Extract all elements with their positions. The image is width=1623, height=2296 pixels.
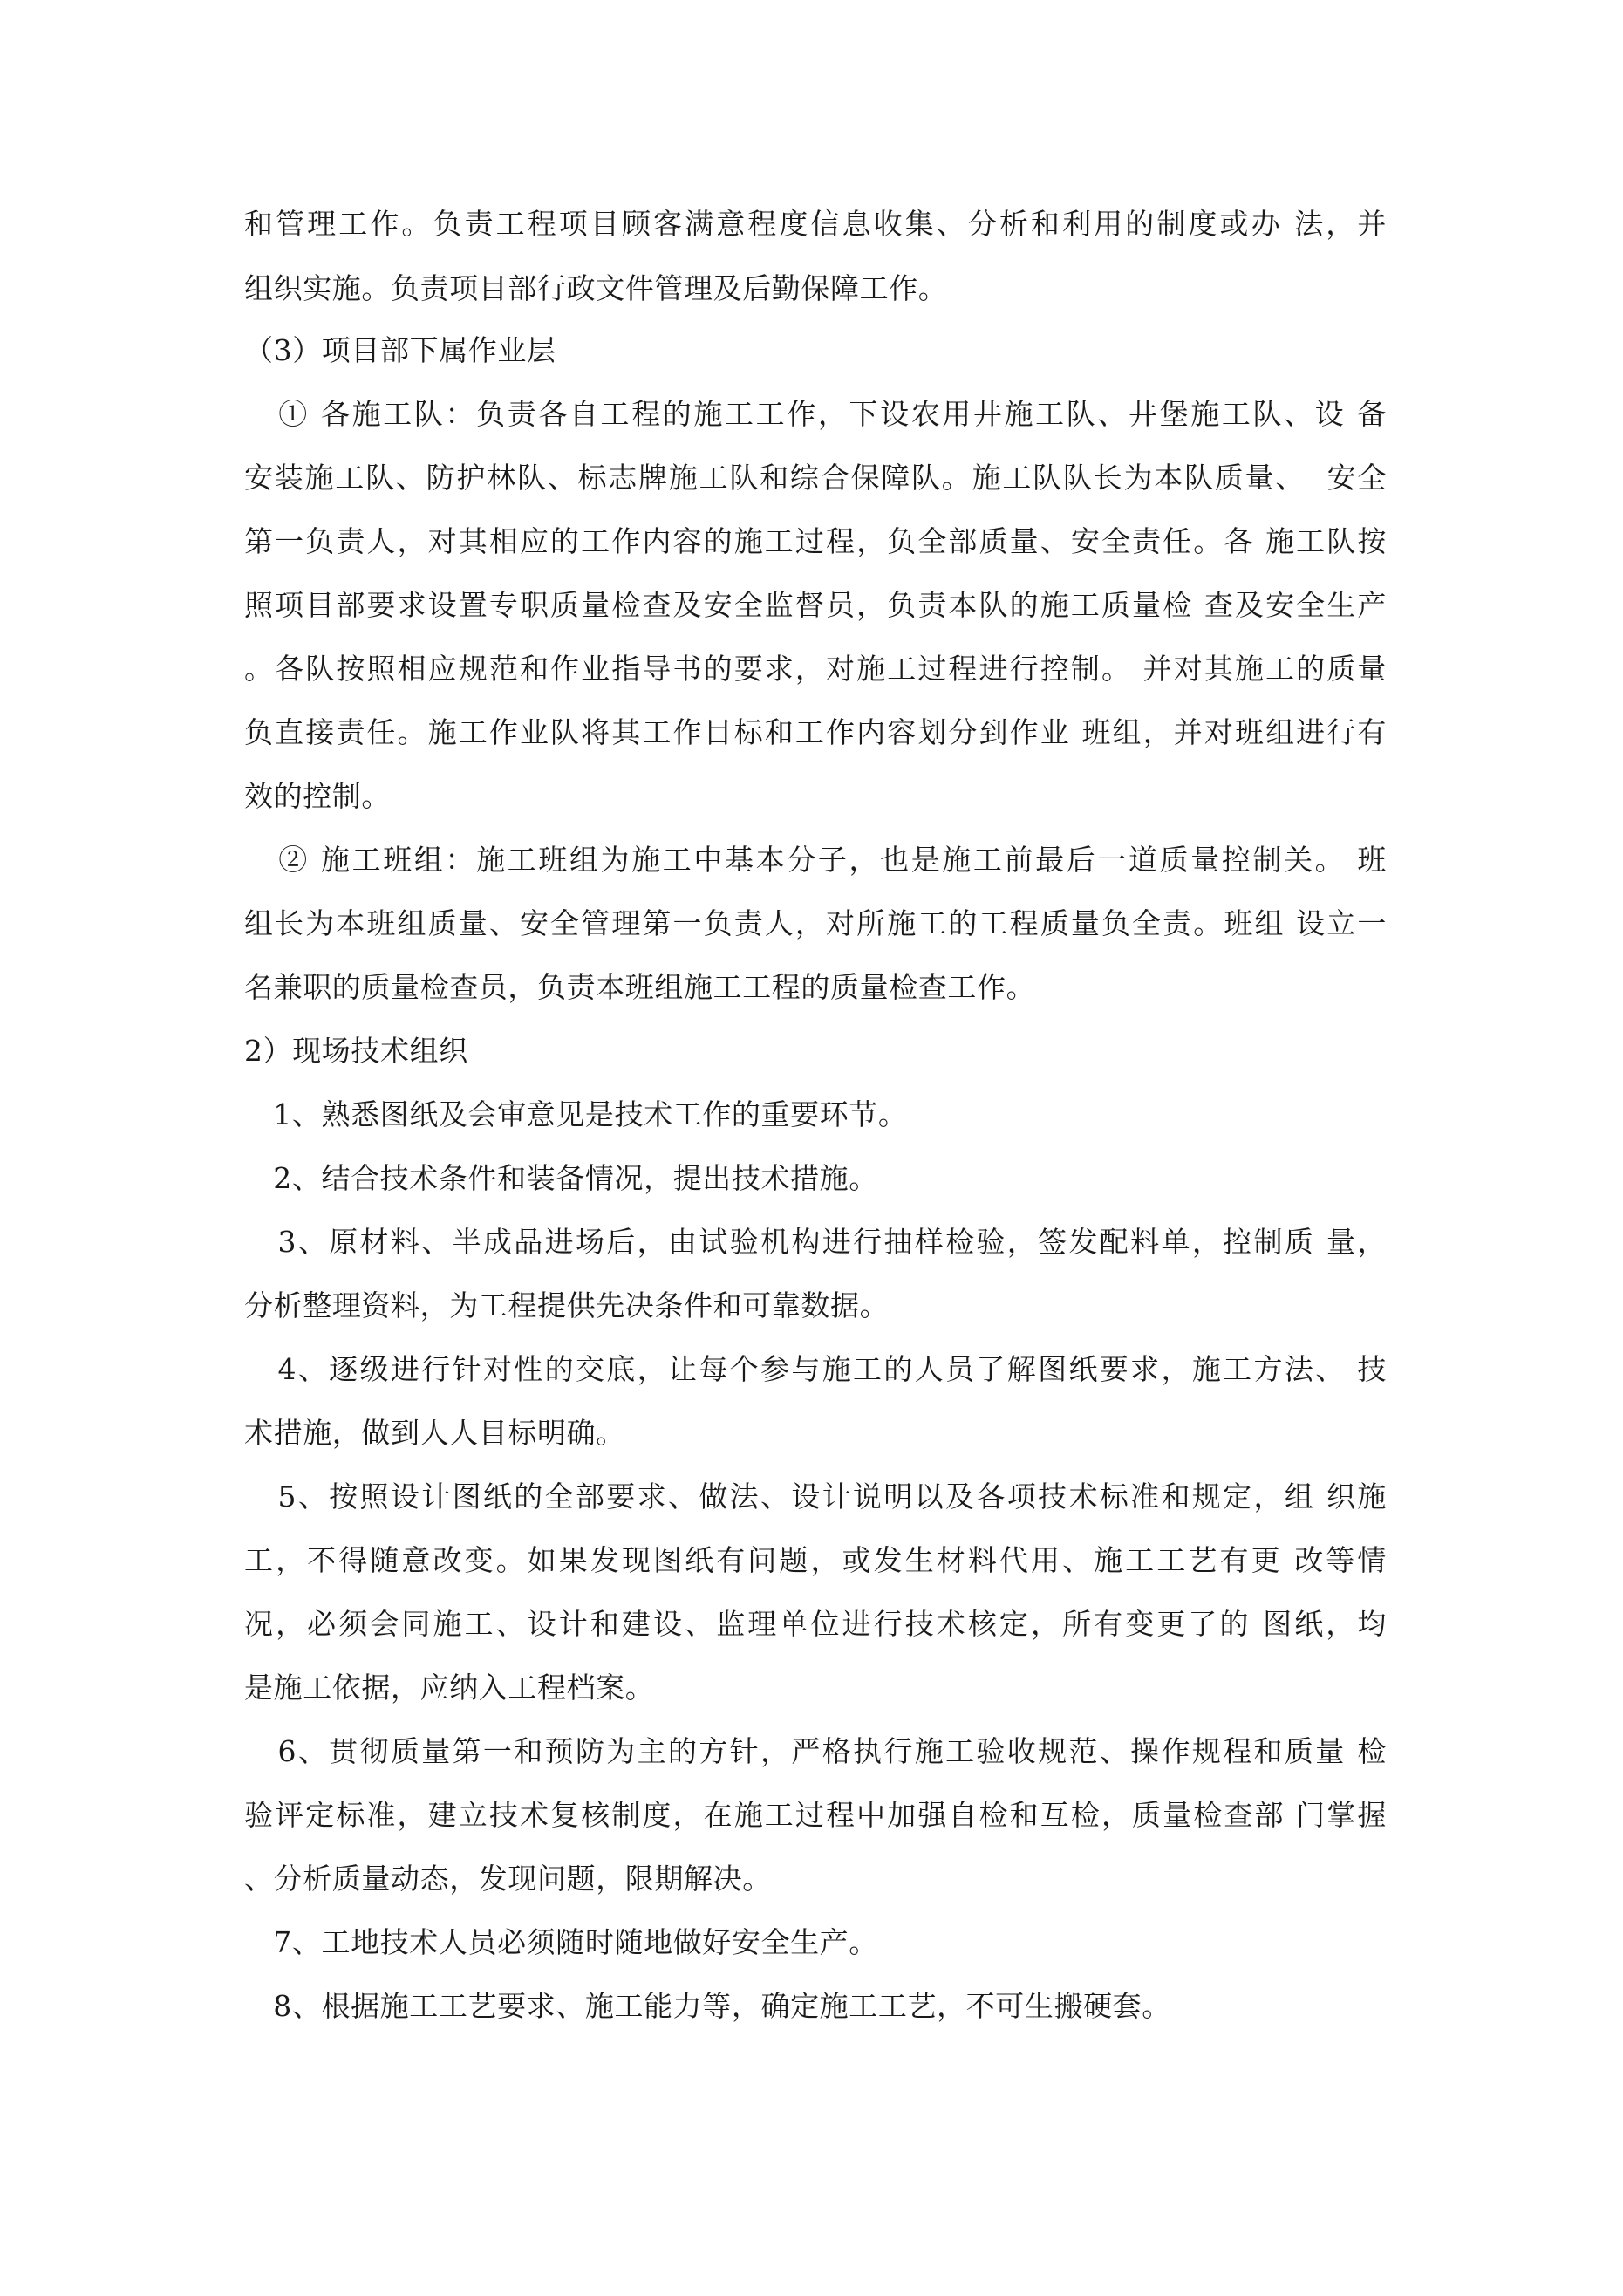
text-line: 2、结合技术条件和装备情况，提出技术措施。: [244, 1161, 878, 1195]
text-line: 2）现场技术组织: [244, 1034, 468, 1068]
text-line: 8、根据施工工艺要求、施工能力等，确定施工工艺，不可生搬硬套。: [244, 1989, 1171, 2023]
text-line: 名兼职的质量检查员，负责本班组施工工程的质量检查工作。: [244, 970, 1036, 1004]
text-line: 、分析质量动态，发现问题，限期解决。: [244, 1862, 772, 1896]
text-line: 1、熟悉图纸及会审意见是技术工作的重要环节。: [244, 1097, 908, 1131]
text-line: 负直接责任。施工作业队将其工作目标和工作内容划分到作业 班组，并对班组进行有: [244, 715, 1387, 749]
text-line: 6、贯彻质量第一和预防为主的方针，严格执行施工验收规范、操作规程和质量 检: [244, 1734, 1387, 1768]
text-line: ① 各施工队：负责各自工程的施工工作，下设农用井施工队、井堡施工队、设 备: [244, 397, 1387, 431]
text-line: 组长为本班组质量、安全管理第一负责人，对所施工的工程质量负全责。班组 设立一: [244, 906, 1387, 940]
text-line: 术措施，做到人人目标明确。: [244, 1416, 625, 1450]
text-line: 工，不得随意改变。如果发现图纸有问题，或发生材料代用、施工工艺有更 改等情: [244, 1543, 1387, 1577]
text-line: 组织实施。负责项目部行政文件管理及后勤保障工作。: [244, 271, 948, 305]
text-line: 。各队按照相应规范和作业指导书的要求，对施工过程进行控制。 并对其施工的质量: [244, 652, 1387, 686]
text-line: 照项目部要求设置专职质量检查及安全监督员，负责本队的施工质量检 查及安全生产: [244, 588, 1387, 622]
text-line: 分析整理资料，为工程提供先决条件和可靠数据。: [244, 1288, 890, 1322]
text-line: ② 施工班组：施工班组为施工中基本分子，也是施工前最后一道质量控制关。 班: [244, 843, 1387, 877]
text-line: 4、逐级进行针对性的交底，让每个参与施工的人员了解图纸要求，施工方法、 技: [244, 1352, 1387, 1386]
text-line: （3）项目部下属作业层: [244, 333, 556, 367]
text-line: 3、原材料、半成品进场后，由试验机构进行抽样检验，签发配料单，控制质 量，: [244, 1225, 1387, 1259]
text-line: 况，必须会同施工、设计和建设、监理单位进行技术核定，所有变更了的 图纸，均: [244, 1607, 1387, 1641]
text-line: 7、工地技术人员必须随时随地做好安全生产。: [244, 1925, 878, 1959]
text-line: 和管理工作。负责工程项目顾客满意程度信息收集、分析和利用的制度或办 法，并: [244, 207, 1387, 241]
text-line: 安装施工队、防护林队、标志牌施工队和综合保障队。施工队队长为本队质量、 安全: [244, 461, 1387, 495]
text-line: 效的控制。: [244, 779, 391, 813]
text-line: 第一负责人，对其相应的工作内容的施工过程，负全部质量、安全责任。各 施工队按: [244, 524, 1387, 558]
text-line: 验评定标准，建立技术复核制度，在施工过程中加强自检和互检，质量检查部 门掌握: [244, 1798, 1387, 1832]
text-line: 5、按照设计图纸的全部要求、做法、设计说明以及各项技术标准和规定，组 织施: [244, 1479, 1387, 1514]
text-line: 是施工依据，应纳入工程档案。: [244, 1671, 655, 1705]
